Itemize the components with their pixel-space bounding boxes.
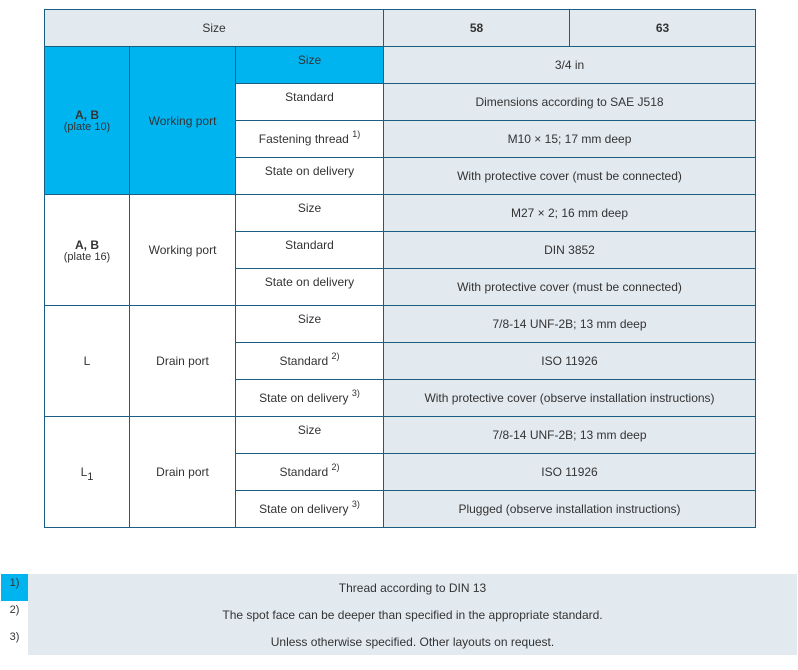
port-cell [45, 417, 130, 528]
port-name: A, B [75, 237, 99, 252]
port-description: Drain port [130, 417, 236, 528]
row-label: State on delivery [236, 269, 384, 306]
footnote-mark: 3) [1, 628, 28, 655]
row-value: M27 × 2; 16 mm deep [384, 195, 756, 232]
footnote-ref: 1) [352, 129, 361, 139]
table-header-row [45, 10, 756, 47]
header-size-63: 63 [570, 10, 756, 47]
row-value: ISO 11926 [384, 343, 756, 380]
footnote-text: Unless otherwise specified. Other layouts on request. [28, 628, 797, 655]
row-label: Standard [279, 354, 329, 368]
port-plate: (plate 10) [63, 121, 111, 133]
row-label: Standard [236, 84, 384, 121]
port-name: A, B [75, 108, 99, 122]
port-description: Drain port [130, 306, 236, 417]
port-name: L [80, 465, 88, 479]
row-label-cell [236, 121, 384, 158]
port-subscript: 1 [87, 471, 94, 483]
port-description: Working port [130, 195, 236, 306]
row-label: Standard [236, 232, 384, 269]
footnote-row [1, 601, 797, 628]
row-value: 7/8-14 UNF-2B; 13 mm deep [384, 417, 756, 454]
row-label: Size [236, 195, 384, 232]
footnote-ref: 3) [351, 388, 360, 398]
row-label-cell [236, 491, 384, 528]
footnote-ref: 3) [351, 499, 360, 509]
row-value: Plugged (observe installation instructions) [384, 491, 756, 528]
footnote-row [1, 574, 797, 601]
footnote-mark: 1) [1, 574, 28, 601]
port-plate: (plate 16) [63, 250, 111, 263]
port-cell [45, 195, 130, 306]
row-label: State on delivery [259, 502, 349, 516]
row-label: Fastening thread [258, 132, 349, 146]
table-row [45, 195, 756, 232]
port-cell [45, 306, 130, 417]
row-label: Size [236, 417, 384, 454]
row-value: DIN 3852 [384, 232, 756, 269]
row-value: M10 × 15; 17 mm deep [384, 121, 756, 158]
port-name: L [83, 354, 91, 368]
row-value: 3/4 in [384, 47, 756, 84]
row-value: Dimensions according to SAE J518 [384, 84, 756, 121]
footnote-row [1, 628, 797, 655]
footnote-text: Thread according to DIN 13 [28, 574, 797, 601]
port-specification-table [44, 9, 756, 528]
table-row [45, 47, 756, 84]
footnotes-table [1, 574, 797, 655]
table-row [45, 417, 756, 454]
header-size-58: 58 [384, 10, 570, 47]
port-description: Working port [130, 47, 236, 195]
footnote-text: The spot face can be deeper than specified in the appropriate standard. [28, 601, 797, 628]
row-label: State on delivery [259, 391, 349, 405]
row-label-cell [236, 343, 384, 380]
port-cell [45, 47, 130, 195]
row-label-cell [236, 454, 384, 491]
header-size-label: Size [45, 10, 384, 47]
row-value: With protective cover (observe installation instructions) [384, 380, 756, 417]
row-value: 7/8-14 UNF-2B; 13 mm deep [384, 306, 756, 343]
footnote-ref: 2) [331, 351, 340, 361]
footnote-mark: 2) [1, 601, 28, 628]
row-value: With protective cover (must be connected) [384, 269, 756, 306]
row-label: Standard [279, 465, 329, 479]
row-value: ISO 11926 [384, 454, 756, 491]
row-label: State on delivery [236, 158, 384, 195]
row-label-cell [236, 380, 384, 417]
row-value: With protective cover (must be connected) [384, 158, 756, 195]
row-label: Size [236, 306, 384, 343]
table-row [45, 306, 756, 343]
row-label: Size [236, 47, 384, 84]
footnote-ref: 2) [331, 462, 340, 472]
